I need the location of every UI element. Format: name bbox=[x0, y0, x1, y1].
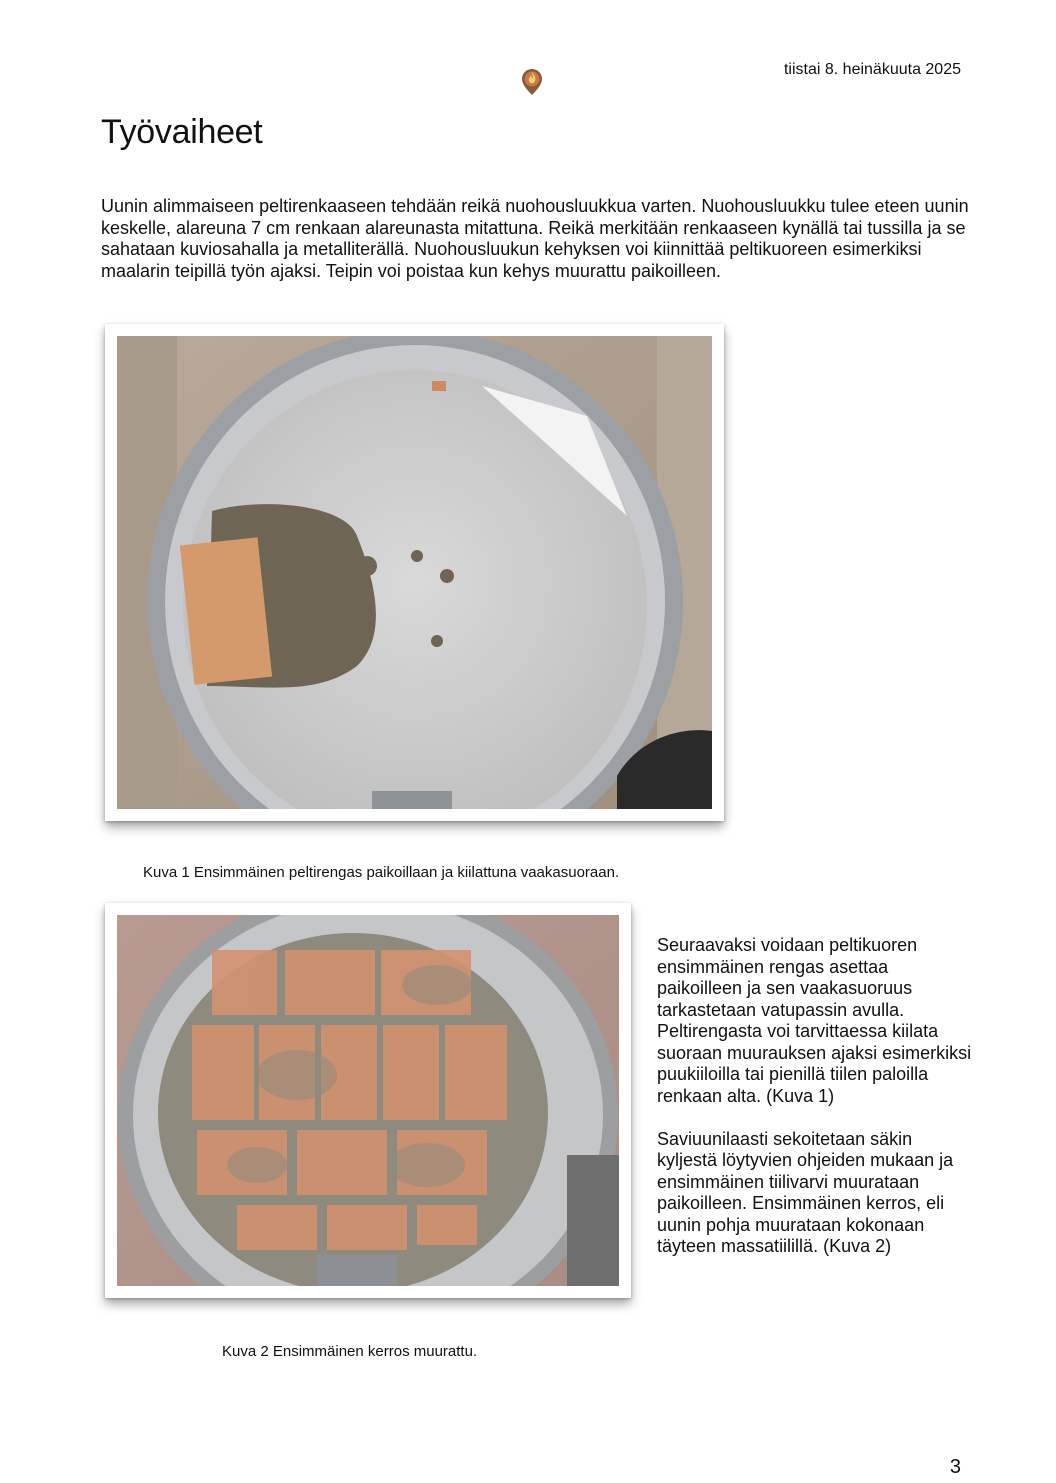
flame-logo-icon bbox=[520, 68, 544, 96]
figure-2-caption: Kuva 2 Ensimmäinen kerros muurattu. bbox=[222, 1343, 478, 1360]
page-title: Työvaiheet bbox=[101, 113, 263, 151]
figure-1-caption: Kuva 1 Ensimmäinen peltirengas paikoillaan ja kiilattuna vaakasuoraan. bbox=[143, 864, 620, 881]
figure-2-photo bbox=[105, 903, 631, 1298]
intro-paragraph: Uunin alimmaiseen peltirenkaaseen tehdään reikä nuohousluukkua varten. Nuohousluukku tulee eteen uunin keskelle, alareuna 7 cm renkaan alareunasta mitattuna. Reikä merkitään renkaaseen kynällä tai tussilla ja se sahataan kuviosahalla ja metalliterällä. Nuohousluukun kehyksen voi kiinnittää peltikuoreen esimerkiksi maalarin teipillä työn ajaksi. Teipin voi poistaa kun kehys muurattu paikoilleen. bbox=[101, 196, 969, 281]
side-text bbox=[657, 935, 977, 1279]
header-date: tiistai 8. heinäkuuta 2025 bbox=[783, 61, 961, 78]
page-number: 3 bbox=[949, 1456, 961, 1478]
side-paragraph-1: Seuraavaksi voidaan peltikuoren ensimmäinen rengas asettaa paikoilleen ja sen vaakasuoruus tarkastetaan vatupassin avulla. Peltirengasta voi tarvittaessa kiilata suoraan muurauksen ajaksi esimerkiksi puukiiloilla tai pienillä tiilen paloilla renkaan alta. (Kuva 1) bbox=[657, 935, 972, 1106]
figure-1-photo bbox=[105, 324, 724, 821]
side-paragraph-2: Saviuunilaasti sekoitetaan säkin kyljestä löytyvien ohjeiden mukaan ja ensimmäinen tiilivarvi muurataan paikoilleen. Ensimmäinen kerros, eli uunin pohja muurataan kokonaan täyteen massatiilillä. (Kuva 2) bbox=[657, 1128, 954, 1256]
